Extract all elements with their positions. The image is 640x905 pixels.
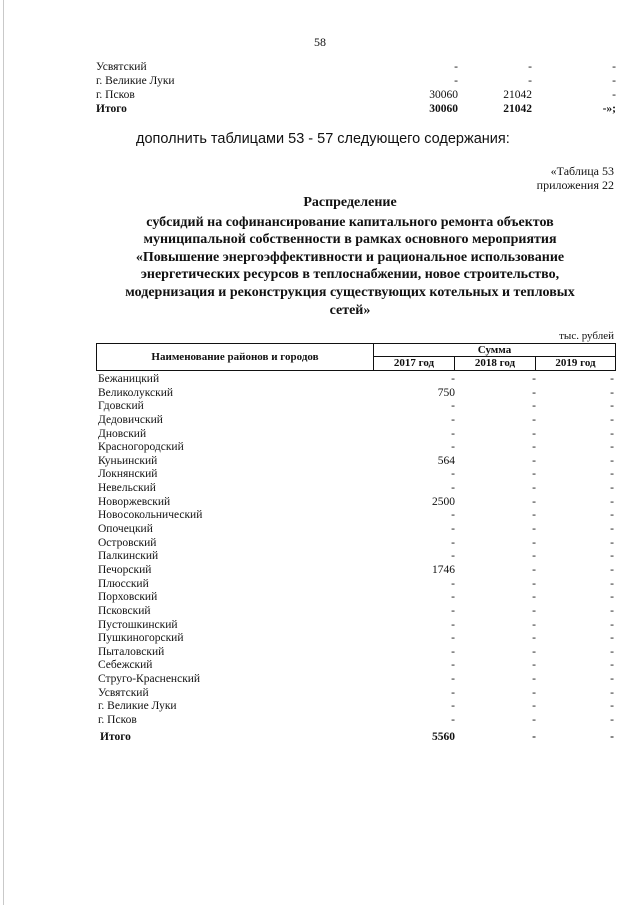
row-value-2019: - <box>610 591 614 604</box>
row-value-2019: - <box>610 413 614 426</box>
row-value-2018: - <box>532 714 536 727</box>
row-value-2017: - <box>451 673 455 686</box>
row-value-2019: - <box>610 686 614 699</box>
total-row <box>96 729 616 745</box>
row-name: Пустошкинский <box>98 618 178 631</box>
row-value-2018: - <box>532 386 536 399</box>
row-value-2019: - <box>610 482 614 495</box>
table-row <box>96 578 616 592</box>
total-value-2018: 21042 <box>503 103 532 115</box>
row-value-2019: - <box>610 536 614 549</box>
row-value-2018: - <box>532 550 536 563</box>
row-value-2019: - <box>610 523 614 536</box>
row-value-2018: - <box>532 591 536 604</box>
table-row <box>96 605 616 619</box>
row-value-2017: 564 <box>437 454 455 467</box>
row-value-2018: - <box>532 673 536 686</box>
heading-line: модернизация и реконструкция существующих котельных и тепловых <box>125 284 575 300</box>
row-value-2019: - <box>610 400 614 413</box>
row-value-2019: - <box>610 673 614 686</box>
row-value-2017: - <box>451 577 455 590</box>
row-value-2019: - <box>610 577 614 590</box>
row-value-2017: - <box>451 550 455 563</box>
table-row <box>96 400 616 414</box>
row-name: Усвятский <box>96 61 147 73</box>
row-value-2017: - <box>451 618 455 631</box>
heading-line: субсидий на софинансирование капитального ремонта объектов <box>146 214 554 230</box>
heading-title: Распределение <box>303 195 397 210</box>
row-name: Усвятский <box>98 686 149 699</box>
table-row <box>96 564 616 578</box>
heading-line: энергетических ресурсов в теплоснабжении, новое строительство, <box>140 267 560 283</box>
row-value-2017: - <box>451 523 455 536</box>
table-body <box>96 373 616 745</box>
row-value-2018: - <box>532 400 536 413</box>
row-name: Невельский <box>98 482 156 495</box>
row-value-2018: - <box>532 659 536 672</box>
table-header <box>96 343 616 371</box>
row-value-2017: - <box>451 400 455 413</box>
row-value-2017: - <box>454 61 458 73</box>
row-value-2019: - <box>610 468 614 481</box>
row-value-2018: - <box>532 441 536 454</box>
row-name: г. Псков <box>98 714 137 727</box>
row-name: Пушкиногорский <box>98 632 184 645</box>
header-year-2019: 2019 год <box>555 357 596 369</box>
row-value-2018: - <box>532 645 536 658</box>
row-value-2018: - <box>532 454 536 467</box>
table-row <box>96 687 616 701</box>
table-row <box>96 88 616 102</box>
document-heading <box>90 194 610 319</box>
row-value-2018: - <box>532 536 536 549</box>
table-reference-line: приложения 22 <box>536 178 614 192</box>
row-name: Себежский <box>98 659 153 672</box>
row-value-2019: - <box>610 495 614 508</box>
table-row <box>96 387 616 401</box>
table-row <box>96 482 616 496</box>
table-row <box>96 550 616 564</box>
table-reference-line: «Таблица 53 <box>550 164 614 178</box>
row-value-2017: - <box>451 536 455 549</box>
header-year-2017: 2017 год <box>374 357 455 370</box>
row-value-2018: 21042 <box>503 89 532 101</box>
heading-line: сетей» <box>329 302 371 318</box>
row-value-2019: - <box>610 373 614 385</box>
row-value-2017: - <box>451 604 455 617</box>
row-name: Пыталовский <box>98 645 165 658</box>
row-value-2017: 2500 <box>432 495 455 508</box>
row-value-2018: - <box>532 509 536 522</box>
table-row <box>96 673 616 687</box>
row-value-2018: - <box>532 618 536 631</box>
row-value-2019: - <box>610 645 614 658</box>
row-name: Печорский <box>98 563 152 576</box>
row-value-2019: - <box>610 441 614 454</box>
total-value-2018: - <box>532 730 536 743</box>
row-name: Красногородский <box>98 441 184 454</box>
row-name: Порховский <box>98 591 158 604</box>
total-value-2017: 5560 <box>432 730 455 743</box>
row-value-2017: - <box>451 645 455 658</box>
row-value-2017: - <box>451 373 455 385</box>
row-value-2018: - <box>532 373 536 385</box>
row-name: Великолукский <box>98 386 174 399</box>
row-value-2017: - <box>451 659 455 672</box>
row-value-2018: - <box>532 482 536 495</box>
row-value-2017: - <box>451 700 455 713</box>
row-value-2019: - <box>610 386 614 399</box>
table-row <box>96 591 616 605</box>
row-name: Псковский <box>98 604 151 617</box>
row-value-2017: - <box>451 714 455 727</box>
row-value-2019: - <box>610 454 614 467</box>
table-reference <box>537 164 614 192</box>
row-name: Палкинский <box>98 550 159 563</box>
heading-line: «Повышение энергоэффективности и рациональное использование <box>135 249 565 265</box>
row-name: Локнянский <box>98 468 158 481</box>
total-label: Итого <box>96 103 127 115</box>
row-value-2019: - <box>610 659 614 672</box>
row-value-2018: - <box>528 75 532 87</box>
row-name: Куньинский <box>98 454 158 467</box>
row-value-2017: - <box>451 427 455 440</box>
row-value-2017: - <box>451 413 455 426</box>
row-value-2017: - <box>454 75 458 87</box>
heading-line: муниципальной собственности в рамках основного мероприятия <box>143 232 557 248</box>
row-value-2018: - <box>532 563 536 576</box>
row-name: Островский <box>98 536 157 549</box>
table-row <box>96 455 616 469</box>
header-year-2018: 2018 год <box>455 357 536 370</box>
row-value-2019: - <box>610 563 614 576</box>
row-value-2017: - <box>451 441 455 454</box>
row-value-2018: - <box>532 413 536 426</box>
row-value-2019: - <box>610 550 614 563</box>
row-value-2019: - <box>610 618 614 631</box>
table-row <box>96 714 616 728</box>
total-label: Итого <box>100 730 131 743</box>
row-name: г. Великие Луки <box>96 75 175 87</box>
row-name: Новосокольнический <box>98 509 203 522</box>
table-row <box>96 537 616 551</box>
table-row <box>96 373 616 387</box>
table-row <box>96 74 616 88</box>
row-value-2017: - <box>451 509 455 522</box>
row-value-2018: - <box>532 632 536 645</box>
row-value-2019: - <box>612 75 616 87</box>
table-row <box>96 428 616 442</box>
total-value-2017: 30060 <box>429 103 458 115</box>
page-number: 58 <box>314 35 326 49</box>
row-name: Гдовский <box>98 400 144 413</box>
row-value-2019: - <box>610 714 614 727</box>
row-name: г. Псков <box>96 89 135 101</box>
row-value-2018: - <box>532 604 536 617</box>
row-value-2017: 750 <box>437 386 455 399</box>
row-name: Опочецкий <box>98 523 153 536</box>
row-value-2017: 30060 <box>429 89 458 101</box>
row-name: Бежаницкий <box>98 373 160 385</box>
row-name: Дедовичский <box>98 413 163 426</box>
continuation-table <box>96 60 616 116</box>
row-value-2019: - <box>610 632 614 645</box>
page-edge-line <box>3 0 4 905</box>
row-value-2019: - <box>612 61 616 73</box>
row-value-2018: - <box>532 468 536 481</box>
total-value-2019: - <box>610 730 614 743</box>
table-row <box>96 468 616 482</box>
row-value-2018: - <box>532 427 536 440</box>
row-value-2017: 1746 <box>432 563 455 576</box>
table-row <box>96 632 616 646</box>
header-name-column: Наименование районов и городов <box>97 344 374 370</box>
row-value-2019: - <box>610 427 614 440</box>
row-value-2019: - <box>610 509 614 522</box>
amendment-text: дополнить таблицами 53 - 57 следующего содержания: <box>136 131 510 147</box>
row-name: Новоржевский <box>98 495 171 508</box>
row-value-2019: - <box>610 700 614 713</box>
row-value-2018: - <box>528 61 532 73</box>
table-row <box>96 496 616 510</box>
total-row <box>96 102 616 116</box>
row-name: Плюсский <box>98 577 149 590</box>
table-row <box>96 659 616 673</box>
table-row <box>96 60 616 74</box>
table-row <box>96 523 616 537</box>
table-row <box>96 646 616 660</box>
table-row <box>96 700 616 714</box>
header-sum: Сумма <box>374 344 615 357</box>
row-value-2017: - <box>451 632 455 645</box>
row-value-2018: - <box>532 495 536 508</box>
row-value-2018: - <box>532 700 536 713</box>
row-value-2019: - <box>612 89 616 101</box>
row-value-2017: - <box>451 591 455 604</box>
table-row <box>96 619 616 633</box>
row-value-2017: - <box>451 482 455 495</box>
table-row <box>96 509 616 523</box>
row-value-2018: - <box>532 577 536 590</box>
row-name: г. Великие Луки <box>98 700 177 713</box>
row-value-2019: - <box>610 604 614 617</box>
row-value-2017: - <box>451 468 455 481</box>
row-value-2018: - <box>532 523 536 536</box>
row-value-2018: - <box>532 686 536 699</box>
total-value-2019: -»; <box>602 103 616 115</box>
row-name: Струго-Красненский <box>98 673 201 686</box>
units-label: тыс. рублей <box>559 330 614 342</box>
row-name: Дновский <box>98 427 147 440</box>
table-row <box>96 441 616 455</box>
table-row <box>96 414 616 428</box>
row-value-2017: - <box>451 686 455 699</box>
